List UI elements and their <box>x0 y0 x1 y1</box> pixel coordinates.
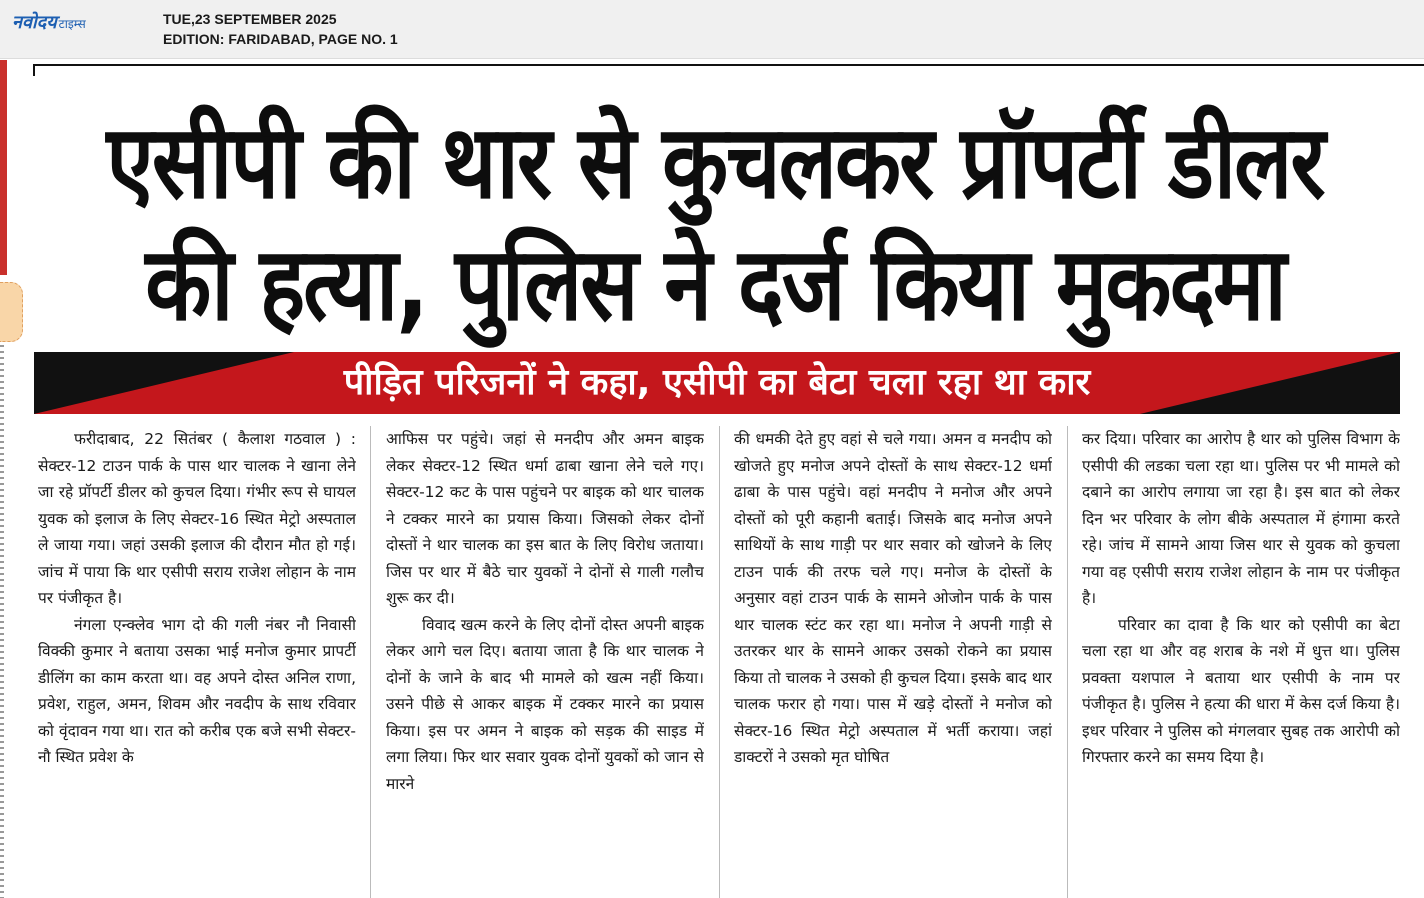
paragraph: आफिस पर पहुंचे। जहां से मनदीप और अमन बाइक लेकर सेक्टर-12 स्थित धर्मा ढाबा खाना लेने चले गए। सेक्टर-12 कट के पास पहुंचने पर बाइक को थार चालक ने टक्कर मारने का प्रयास किया। जिसको लेकर दोनों दोस्तों ने थार चालक का इस बात के लिए विरोध जताया। जिस पर थार में बैठे चार युवकों ने दोनों से गाली गलौच शुरू कर दी। <box>386 430 704 607</box>
edition-info <box>163 9 398 49</box>
article-column-4 <box>1082 426 1400 894</box>
adjacent-article-fragment <box>1410 360 1424 898</box>
paragraph: कर दिया। परिवार का आरोप है थार को पुलिस विभाग के एसीपी की लडका चला रहा था। पुलिस पर भी मामले को दबाने का आरोप लगाया जा रहा है। इस बात को लेकर दिन भर परिवार के लोग बीके अस्पताल में हंगामा करते रहे। जांच में सामने आया जिस थार से युवक को कुचला गया वह एसीपी सराय राजेश लोहान के नाम पर पंजीकृत है। <box>1082 430 1400 607</box>
newspaper-logo[interactable] <box>12 10 86 34</box>
adjacent-page-tab <box>0 282 23 342</box>
article-column-3 <box>734 426 1052 894</box>
paragraph: फरीदाबाद, 22 सितंबर ( कैलाश गठवाल ) : सेक्टर-12 टाउन पार्क के पास थार चालक ने खाना लेने जा रहे प्रॉपर्टी डीलर को कुचल दिया। गंभीर रूप से घायल युवक को इलाज के लिए सेक्टर-16 स्थित मेट्रो अस्पताल ले जाया गया। जहां उसकी इलाज की दौरान मौत हो गई। जांच में पाया कि थार एसीपी सराय राजेश लोहान के नाम पर पंजीकृत है। <box>38 430 356 607</box>
paragraph: नंगला एन्क्लेव भाग दो की गली नंबर नौ निवासी विक्की कुमार ने बताया उसका भाई मनोज कुमार प्रापर्टी डीलिंग का काम करता था। वह अपने दोस्त अनिल राणा, प्रवेश, राहुल, अमन, शिवम और नवदीप के साथ रविवार को वृंदावन गया था। रात को करीब एक बजे सभी सेक्टर-नौ स्थित प्रवेश के <box>38 615 356 766</box>
page-border-rule <box>33 64 1424 76</box>
paragraph: विवाद खत्म करने के लिए दोनों दोस्त अपनी बाइक लेकर आगे चल दिए। बताया जाता है कि थार चालक ने दोनों के जाने के बाद भी मामले को खत्म नहीं किया। उसने पीछे से आकर बाइक में टक्कर मारने का प्रयास किया। इस पर अमन ने बाइक को सड़क की साइड में लगा लिया। फिर थार सवार युवक दोनों युवकों को जान से मारने <box>386 615 704 793</box>
headline-line-2: की हत्या, पुलिस ने दर्ज किया मुकदमा <box>145 225 1285 344</box>
column-divider <box>1067 426 1068 898</box>
article-column-2 <box>386 426 704 894</box>
top-bar <box>0 0 1424 59</box>
edition-page: EDITION: FARIDABAD, PAGE NO. 1 <box>163 31 398 47</box>
logo-sub-text: टाइम्स <box>58 17 86 31</box>
column-divider <box>719 426 720 898</box>
paragraph: परिवार का दावा है कि थार को एसीपी का बेटा चला रहा था और वह शराब के नशे में धुत्त था। पुलिस प्रवक्ता यशपाल ने बताया थार एसीपी के नाम पर पंजीकृत है। पुलिस ने हत्या की धारा में केस दर्ज किया है। इधर परिवार ने पुलिस को मंगलवार सुबह तक आरोपी को गिरफ्तार करने का समय दिया है। <box>1082 615 1400 766</box>
paragraph: की धमकी देते हुए वहां से चले गया। अमन व मनदीप को खोजते हुए मनोज अपने दोस्तों के साथ सेक्टर-12 धर्मा ढाबा के पास पहुंचे। वहां मनदीप ने मनोज और अपने दोस्तों को पूरी कहानी बताई। जिसके बाद मनोज अपने साथियों के साथ गाड़ी पर थार सवार को खोजने के लिए टाउन पार्क की तरफ चले गए। मनोज के दोस्तों के अनुसार वहां टाउन पार्क के सामने ओजोन पार्क के पास थार चालक स्टंट कर रहा था। मनोज ने अपनी गाड़ी से उतरकर थार के सामने आकर उसको रोकने का प्रयास किया तो चालक ने उसको ही कुचल दिया। इसके बाद थार चालक फरार हो गया। पास में खड़े दोस्तों ने मनोज को सेक्टर-16 स्थित मेट्रो अस्पताल में भर्ती कराया। जहां डाक्टरों ने उसको मृत घोषित <box>734 430 1052 766</box>
article-column-1 <box>38 426 356 894</box>
subheadline: पीड़ित परिजनों ने कहा, एसीपी का बेटा चला रहा था कार <box>343 362 1091 403</box>
logo-main-text: नवोदय <box>12 12 57 33</box>
column-divider <box>370 426 371 898</box>
headline-line-1: एसीपी की थार से कुचलकर प्रॉपर्टी डीलर <box>106 103 1324 222</box>
page-margin-dots <box>0 345 4 898</box>
issue-date: TUE,23 SEPTEMBER 2025 <box>163 11 337 27</box>
adjacent-page-edge <box>0 60 7 275</box>
